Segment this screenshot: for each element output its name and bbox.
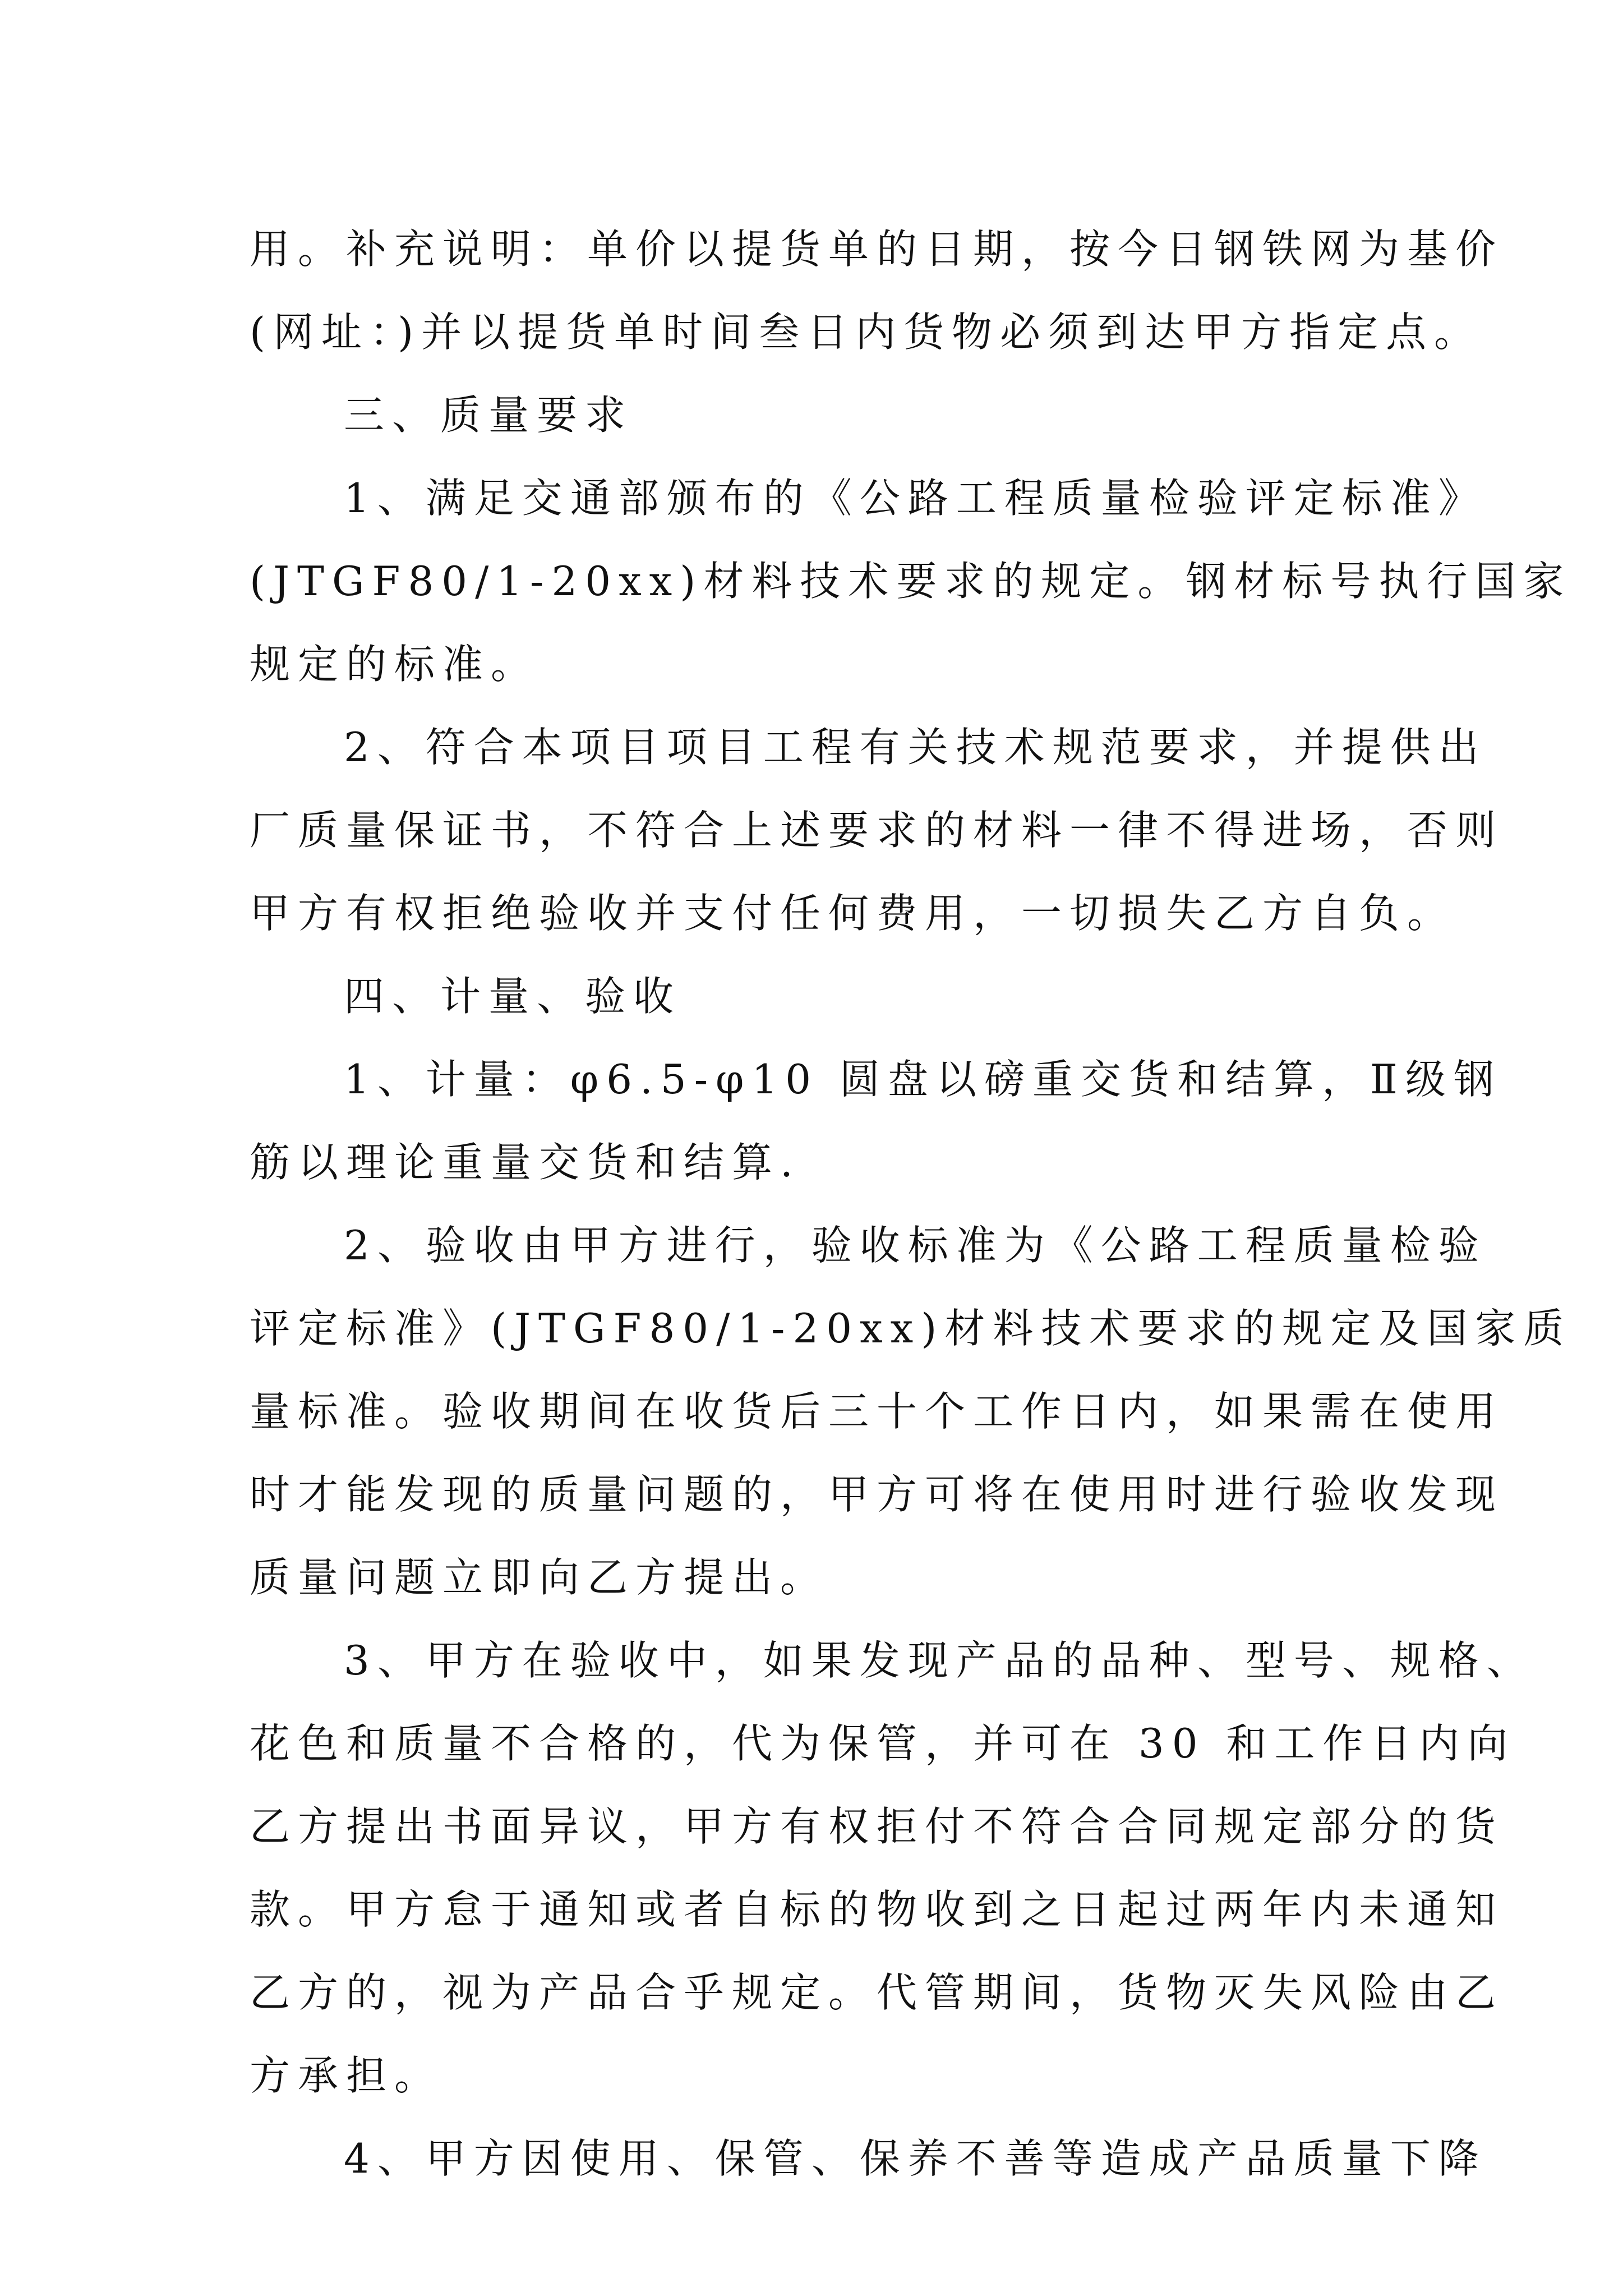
text-line-21: 款。甲方怠于通知或者自标的物收到之日起过两年内未通知	[250, 1886, 1504, 1933]
text-line-16: 时才能发现的质量问题的，甲方可将在使用时进行验收发现	[250, 1471, 1504, 1518]
text-line-12: 筋以理论重量交货和结算.	[250, 1139, 801, 1186]
text-line-6: 规定的标准。	[250, 641, 540, 688]
text-line-14: 评定标准》(JTGF80/1-20xx)材料技术要求的规定及国家质	[250, 1305, 1572, 1352]
text-line-17: 质量问题立即向乙方提出。	[250, 1554, 829, 1601]
text-line-24: 4、甲方因使用、保管、保养不善等造成产品质量下降	[344, 2135, 1487, 2182]
text-line-22: 乙方的，视为产品合乎规定。代管期间，货物灭失风险由乙	[250, 1969, 1504, 2016]
text-line-23: 方承担。	[250, 2052, 443, 2099]
text-line-11: 1、计量：φ6.5-φ10 圆盘以磅重交货和结算，Ⅱ级钢	[344, 1056, 1502, 1103]
text-line-13: 2、验收由甲方进行，验收标准为《公路工程质量检验	[344, 1222, 1487, 1269]
section-heading-quality: 三、质量要求	[344, 392, 634, 439]
text-line-1: 用。补充说明：单价以提货单的日期，按今日钢铁网为基价	[250, 226, 1504, 273]
text-line-7: 2、符合本项目项目工程有关技术规范要求，并提供出	[344, 724, 1487, 771]
text-line-20: 乙方提出书面异议，甲方有权拒付不符合合同规定部分的货	[250, 1803, 1504, 1850]
text-line-18: 3、甲方在验收中，如果发现产品的品种、型号、规格、	[344, 1637, 1535, 1684]
text-line-19: 花色和质量不合格的，代为保管，并可在 30 和工作日内向	[250, 1720, 1516, 1767]
text-line-5: (JTGF80/1-20xx)材料技术要求的规定。钢材标号执行国家	[250, 558, 1572, 605]
text-line-15: 量标准。验收期间在收货后三十个工作日内，如果需在使用	[250, 1388, 1504, 1435]
text-line-9: 甲方有权拒绝验收并支付任何费用，一切损失乙方自负。	[250, 890, 1456, 937]
text-line-4: 1、满足交通部颁布的《公路工程质量检验评定标准》	[344, 475, 1487, 522]
text-line-2: (网址：)并以提货单时间叁日内货物必须到达甲方指定点。	[250, 309, 1483, 356]
section-heading-measurement: 四、计量、验收	[344, 973, 682, 1020]
text-line-8: 厂质量保证书，不符合上述要求的材料一律不得进场，否则	[250, 807, 1504, 854]
document-body	[250, 208, 1572, 2200]
